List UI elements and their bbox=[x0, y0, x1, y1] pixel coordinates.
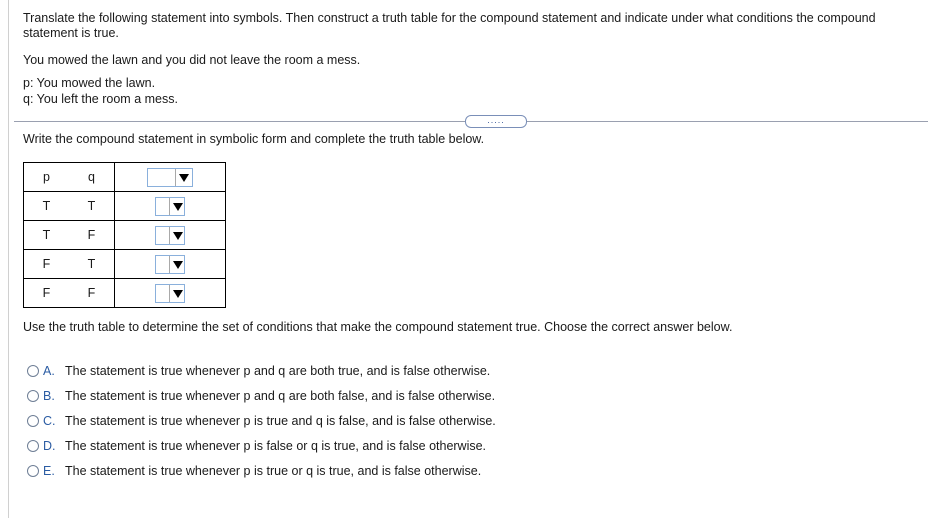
table-row bbox=[24, 279, 226, 308]
cell-p: F bbox=[24, 279, 70, 308]
option-letter: C. bbox=[43, 413, 56, 428]
option-text: The statement is true whenever p and q are both true, and is false otherwise. bbox=[65, 363, 491, 378]
option-text: The statement is true whenever p and q are both false, and is false otherwise. bbox=[65, 388, 496, 403]
answer-options bbox=[27, 358, 496, 483]
statement-dropdown[interactable] bbox=[147, 168, 193, 187]
option-letter: D. bbox=[43, 438, 56, 453]
cell-q: T bbox=[69, 192, 115, 221]
truth-table bbox=[23, 162, 226, 308]
cell-p: F bbox=[24, 250, 70, 279]
radio-button[interactable] bbox=[27, 365, 39, 377]
question-prompt: Translate the following statement into symbols. Then construct a truth table for the compound statement and indicate under what conditions the compound statement is true. bbox=[23, 11, 876, 40]
option-c[interactable] bbox=[27, 408, 496, 433]
radio-button[interactable] bbox=[27, 415, 39, 427]
row-4-value-dropdown[interactable] bbox=[155, 284, 185, 303]
header-q: q bbox=[69, 163, 115, 192]
option-e[interactable] bbox=[27, 458, 496, 483]
q-definition: q: You left the room a mess. bbox=[23, 92, 178, 106]
cell-value bbox=[115, 250, 226, 279]
cell-p: T bbox=[24, 192, 70, 221]
option-letter: A. bbox=[43, 363, 55, 378]
truth-table-header-row bbox=[24, 163, 226, 192]
chevron-down-icon bbox=[169, 285, 184, 302]
chevron-down-icon bbox=[169, 198, 184, 215]
option-letter: E. bbox=[43, 463, 55, 478]
cell-q: F bbox=[69, 279, 115, 308]
table-row bbox=[24, 221, 226, 250]
header-statement-cell bbox=[115, 163, 226, 192]
row-1-value-dropdown[interactable] bbox=[155, 197, 185, 216]
table-row bbox=[24, 250, 226, 279]
left-border bbox=[0, 0, 9, 518]
option-b[interactable] bbox=[27, 383, 496, 408]
cell-value bbox=[115, 279, 226, 308]
cell-q: T bbox=[69, 250, 115, 279]
compound-statement: You mowed the lawn and you did not leave the room a mess. bbox=[23, 53, 361, 67]
option-letter: B. bbox=[43, 388, 55, 403]
cell-value bbox=[115, 192, 226, 221]
cell-value bbox=[115, 221, 226, 250]
cell-q: F bbox=[69, 221, 115, 250]
option-d[interactable] bbox=[27, 433, 496, 458]
instruction-text: Write the compound statement in symbolic form and complete the truth table below. bbox=[23, 132, 485, 146]
p-definition: p: You mowed the lawn. bbox=[23, 76, 156, 90]
table-row bbox=[24, 192, 226, 221]
option-a[interactable] bbox=[27, 358, 496, 383]
chevron-down-icon bbox=[169, 256, 184, 273]
row-3-value-dropdown[interactable] bbox=[155, 255, 185, 274]
option-text: The statement is true whenever p is false or q is true, and is false otherwise. bbox=[65, 438, 487, 453]
cell-p: T bbox=[24, 221, 70, 250]
chevron-down-icon bbox=[175, 169, 192, 186]
radio-button[interactable] bbox=[27, 440, 39, 452]
row-2-value-dropdown[interactable] bbox=[155, 226, 185, 245]
chevron-down-icon bbox=[169, 227, 184, 244]
option-text: The statement is true whenever p is true and q is false, and is false otherwise. bbox=[65, 413, 496, 428]
option-text: The statement is true whenever p is true or q is true, and is false otherwise. bbox=[65, 463, 482, 478]
expand-more-button[interactable]: ..... bbox=[465, 115, 527, 128]
radio-button[interactable] bbox=[27, 390, 39, 402]
use-table-prompt: Use the truth table to determine the set of conditions that make the compound statement true. Choose the correct answer below. bbox=[23, 320, 733, 334]
radio-button[interactable] bbox=[27, 465, 39, 477]
header-p: p bbox=[24, 163, 70, 192]
